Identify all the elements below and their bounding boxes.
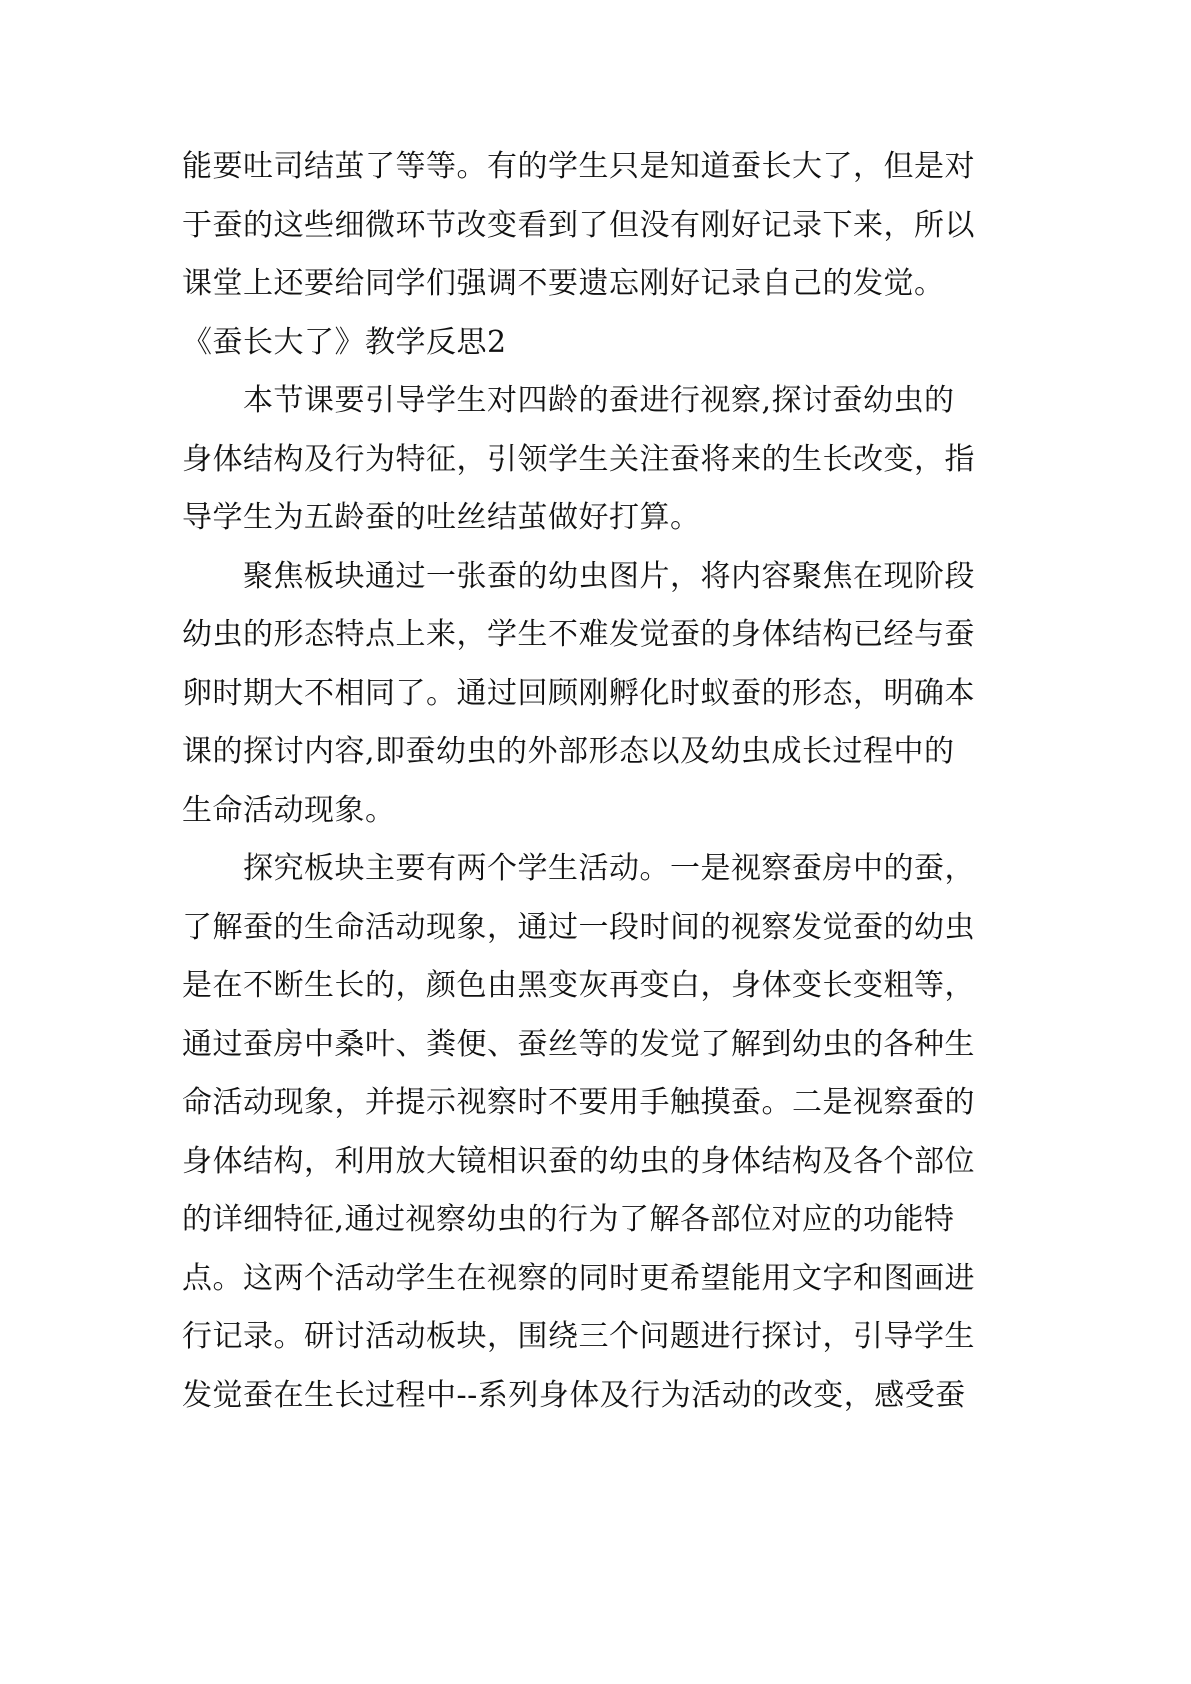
text-line: 能要吐司结茧了等等。有的学生只是知道蚕长大了，但是对 [182,149,975,184]
text-line: 课的探讨内容,即蚕幼虫的外部形态以及幼虫成长过程中的 [182,734,955,769]
text-line: 行记录。研讨活动板块，围绕三个问题进行探讨，引导学生 [182,1319,975,1354]
text-line: 聚焦板块通过一张蚕的幼虫图片，将内容聚焦在现阶段 [182,558,975,594]
text-line: 于蚕的这些细微环节改变看到了但没有刚好记录下来，所以 [182,207,975,243]
text-line: 点。这两个活动学生在视察的同时更希望能用文字和图画进 [182,1260,975,1296]
text-line: 生命活动现象。 [182,792,396,828]
text-line: 了解蚕的生命活动现象，通过一段时间的视察发觉蚕的幼虫 [182,909,975,945]
text-line: 探究板块主要有两个学生活动。一是视察蚕房中的蚕， [182,851,975,886]
text-line: 是在不断生长的，颜色由黑变灰再变白，身体变长变粗等， [182,968,975,1003]
text-line: 发觉蚕在生长过程中--系列身体及行为活动的改变，感受蚕 [182,1377,966,1413]
section-heading: 《蚕长大了》教学反思2 [182,324,507,360]
text-line: 命活动现象，并提示视察时不要用手触摸蚕。二是视察蚕的 [182,1085,975,1120]
text-line: 卵时期大不相同了。通过回顾刚孵化时蚁蚕的形态，明确本 [182,675,975,711]
text-line: 身体结构及行为特征，引领学生关注蚕将来的生长改变，指 [182,441,975,477]
text-line: 通过蚕房中桑叶、粪便、蚕丝等的发觉了解到幼虫的各种生 [182,1026,975,1062]
text-line: 课堂上还要给同学们强调不要遗忘刚好记录自己的发觉。 [182,266,945,301]
document-body [182,138,1032,1425]
text-line: 幼虫的形态特点上来，学生不难发觉蚕的身体结构已经与蚕 [182,617,975,652]
text-line: 的详细特征,通过视察幼虫的行为了解各部位对应的功能特 [182,1202,955,1237]
text-line: 导学生为五龄蚕的吐丝结茧做好打算。 [182,500,701,535]
text-line: 本节课要引导学生对四龄的蚕进行视察,探讨蚕幼虫的 [182,383,955,418]
text-line: 身体结构，利用放大镜相识蚕的幼虫的身体结构及各个部位 [182,1143,975,1179]
